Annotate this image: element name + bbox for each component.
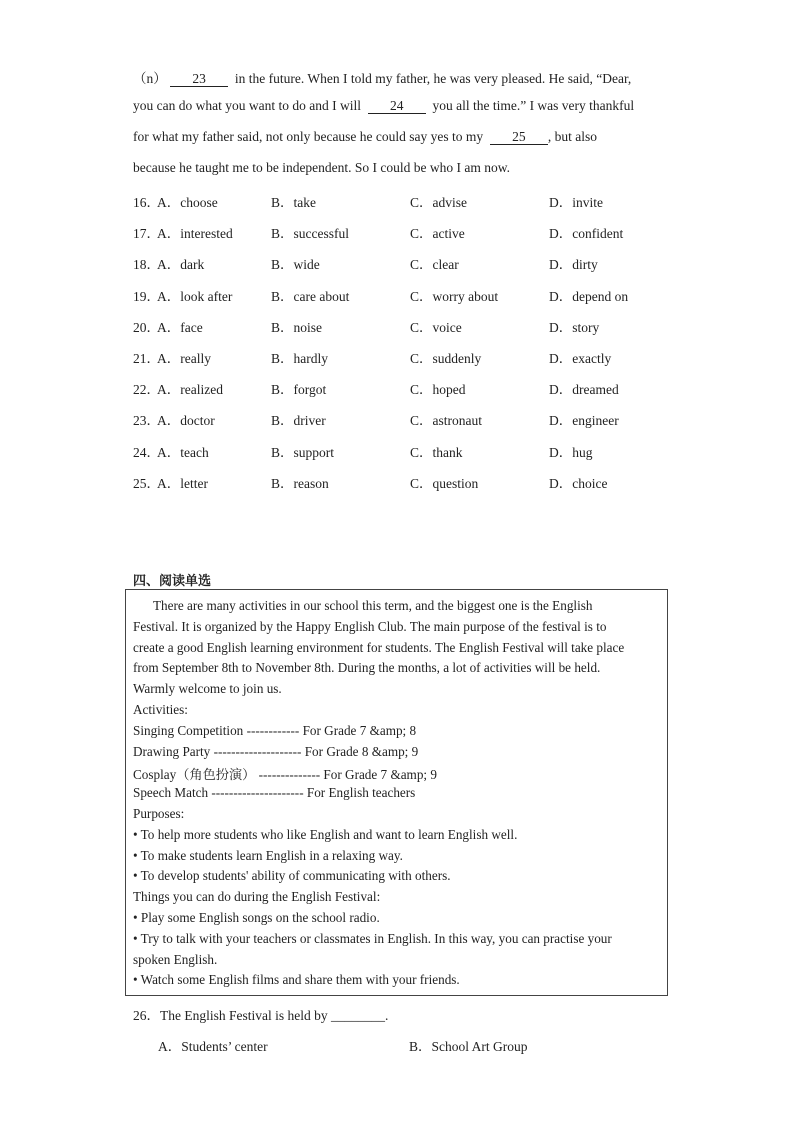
option-b[interactable]: B．care about — [271, 288, 350, 304]
question-number: 23． — [133, 413, 160, 429]
passage-text: （n） — [133, 71, 167, 86]
option-d[interactable]: D．depend on — [549, 288, 629, 304]
option-d[interactable]: D．confident — [549, 226, 624, 242]
option-a[interactable]: A．interested — [157, 226, 233, 242]
option-d[interactable]: D．story — [549, 319, 600, 335]
passage-line: Warmly welcome to join us. — [133, 681, 282, 697]
passage-text: in the future. When I told my father, he was very pleased. He said, “Dear, — [234, 71, 632, 86]
option-c[interactable]: C．suddenly — [410, 351, 482, 366]
question-number: 22． — [133, 382, 160, 398]
option-a[interactable]: A．face — [157, 319, 203, 335]
question-row — [133, 222, 673, 240]
passage-line: There are many activities in our school this term, and the biggest one is the English — [153, 598, 593, 613]
option-d[interactable]: D．dreamed — [549, 382, 619, 398]
option-a[interactable]: A．letter — [157, 475, 208, 491]
passage-line: Things you can do during the English Festival: — [133, 889, 381, 905]
option-b[interactable]: B．support — [271, 444, 335, 460]
option-b[interactable]: B．hardly — [271, 351, 328, 366]
question-number: 17． — [133, 226, 160, 242]
option-a[interactable]: A．choose — [157, 195, 218, 210]
passage-line-1 — [133, 67, 663, 87]
question-26-option-a[interactable]: A．Students’ center — [158, 1039, 268, 1054]
option-a[interactable]: A．doctor — [157, 413, 215, 429]
question-row — [133, 347, 673, 365]
passage-line-3 — [133, 129, 663, 145]
passage-line: Cosplay（角色扮演） -------------- For Grade 7 &amp; 9 — [133, 767, 437, 783]
question-number: 24． — [133, 444, 160, 460]
passage-line: • Try to talk with your teachers or classmates in English. In this way, you can practise your — [133, 930, 612, 946]
option-d[interactable]: D．invite — [549, 195, 603, 210]
passage-line-4: because he taught me to be independent. So I could be who I am now. — [133, 160, 511, 175]
passage-line-2 — [133, 98, 663, 114]
passage-text: , but also — [547, 129, 598, 144]
option-c[interactable]: C．active — [410, 226, 465, 242]
option-a[interactable]: A．look after — [157, 288, 233, 304]
option-c[interactable]: C．question — [410, 475, 479, 491]
question-number: 19． — [133, 288, 160, 304]
passage-line: Drawing Party -------------------- For Grade 8 &amp; 9 — [133, 743, 419, 759]
passage-line: • Play some English songs on the school radio. — [133, 910, 380, 925]
passage-line: Singing Competition ------------ For Grade 7 &amp; 8 — [133, 722, 417, 738]
passage-line: from September 8th to November 8th. During the months, a lot of activities will be held. — [133, 660, 601, 676]
option-d[interactable]: D．exactly — [549, 351, 612, 366]
question-number: 21． — [133, 351, 160, 366]
reading-passage-box — [125, 589, 668, 996]
question-row — [133, 472, 673, 490]
option-d[interactable]: D．dirty — [549, 257, 598, 273]
question-row — [133, 378, 673, 396]
question-number: 25． — [133, 475, 160, 491]
passage-line: • Watch some English films and share them with your friends. — [133, 972, 460, 988]
option-d[interactable]: D．choice — [549, 475, 608, 491]
passage-line: • To help more students who like English and want to learn English well. — [133, 826, 518, 842]
option-d[interactable]: D．engineer — [549, 413, 619, 429]
section-title: 四、阅读单选 — [133, 574, 212, 589]
passage-line: Activities: — [133, 702, 188, 717]
passage-text: you all the time.” I was very thankful — [432, 98, 635, 113]
option-c[interactable]: C．clear — [410, 257, 459, 273]
question-row — [133, 316, 673, 334]
passage-line: spoken English. — [133, 951, 218, 967]
passage-line: Festival. It is organized by the Happy English Club. The main purpose of the festival is to — [133, 618, 607, 634]
blank-25: 25 — [490, 130, 548, 145]
option-c[interactable]: C．voice — [410, 319, 462, 335]
question-row — [133, 409, 673, 427]
passage-line: • To develop students' ability of communicating with others. — [133, 868, 451, 884]
passage-text: you can do what you want to do and I will — [133, 98, 361, 113]
passage-line: • To make students learn English in a relaxing way. — [133, 847, 403, 863]
option-a[interactable]: A．really — [157, 351, 211, 366]
option-a[interactable]: A．teach — [157, 444, 209, 460]
option-b[interactable]: B．successful — [271, 226, 349, 242]
option-b[interactable]: B．reason — [271, 475, 329, 491]
passage-line: Purposes: — [133, 806, 185, 821]
question-number: 18． — [133, 257, 160, 273]
question-number: 16． — [133, 195, 160, 210]
passage-line: Speech Match --------------------- For English teachers — [133, 785, 416, 801]
option-a[interactable]: A．dark — [157, 257, 205, 273]
option-c[interactable]: C．worry about — [410, 288, 499, 304]
option-d[interactable]: D．hug — [549, 444, 593, 460]
option-b[interactable]: B．wide — [271, 257, 320, 273]
option-c[interactable]: C．thank — [410, 444, 463, 460]
passage-line: create a good English learning environment for students. The English Festival will take place — [133, 639, 625, 655]
option-c[interactable]: C．astronaut — [410, 413, 482, 429]
passage-text: for what my father said, not only because he could say yes to my — [133, 129, 484, 144]
option-a[interactable]: A．realized — [157, 382, 223, 398]
option-c[interactable]: C．hoped — [410, 382, 466, 398]
question-number: 20． — [133, 319, 160, 335]
question-26-stem: 26．The English Festival is held by ________. — [133, 1008, 389, 1023]
blank-23: 23 — [170, 72, 228, 87]
question-row — [133, 253, 673, 271]
option-b[interactable]: B．forgot — [271, 382, 327, 398]
question-row — [133, 191, 673, 209]
question-26-option-b[interactable]: B．School Art Group — [409, 1039, 528, 1054]
question-row — [133, 285, 673, 303]
blank-24: 24 — [368, 99, 426, 114]
question-row — [133, 441, 673, 459]
option-c[interactable]: C．advise — [410, 195, 467, 210]
option-b[interactable]: B．take — [271, 195, 316, 210]
option-b[interactable]: B．driver — [271, 413, 326, 429]
option-b[interactable]: B．noise — [271, 319, 323, 335]
